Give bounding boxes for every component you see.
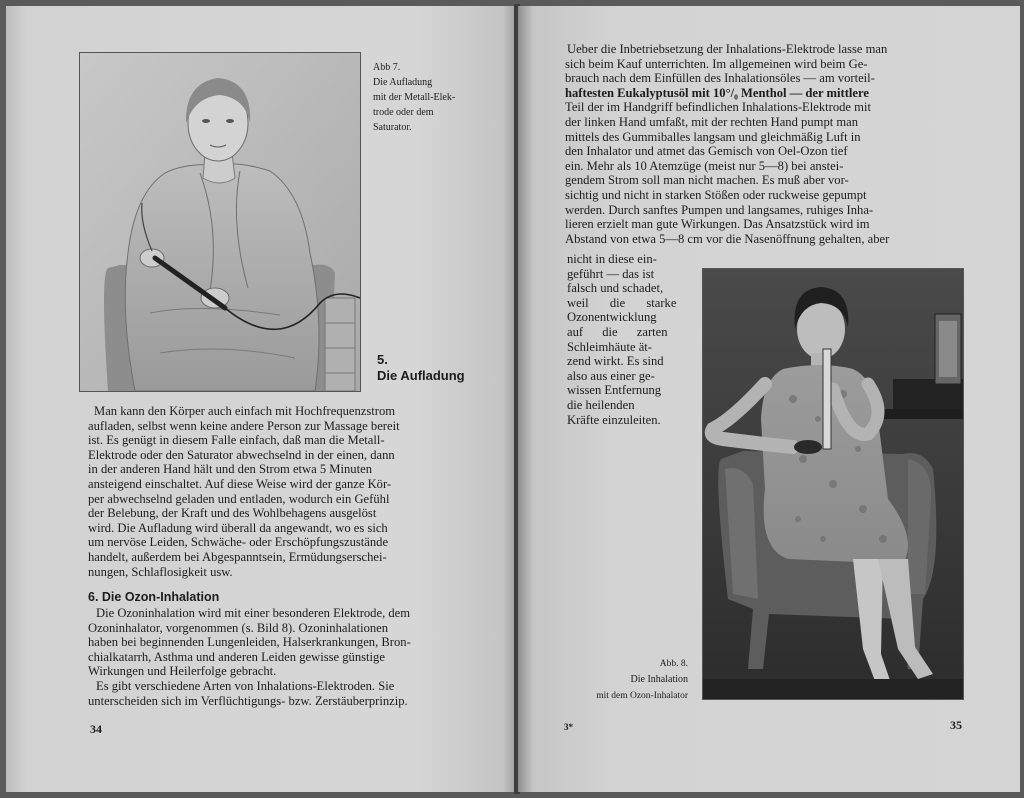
text-line: aufladen, selbst wenn keine andere Person zur Massage bereit [88,418,400,433]
text-line: ein. Mehr als 10 Atemzüge (meist nur 5—8) bei anstei- [565,158,844,173]
text-line: geführt — das ist [567,266,655,281]
text-line: haftesten Eukalyptusöl mit 10°/₀ Menthol — der mittlere [565,85,869,100]
text-line: zend wirkt. Es sind [567,354,664,369]
text-line: falsch und schadet, [567,281,664,296]
text-line: Es gibt verschiedene Arten von Inhalations-Elektroden. Sie [96,678,395,693]
caption-line: Abb 7. [373,62,401,73]
text-line: wissen Entfernung [567,383,662,398]
text-line: chialkatarrh, Asthma und anderen Leiden gewisse günstige [88,649,385,664]
text-line: ist. Es genügt in diesem Falle einfach, daß man die Metall- [88,433,385,448]
section-5-body [88,404,484,579]
text-line: wird. Die Aufladung wird überall da angewandt, wo es sich [88,520,388,535]
woman-seated-illustration [80,53,360,391]
caption-line: Die Inhalation [630,674,688,685]
figure-8-photo [702,268,964,700]
text-line: in der anderen Hand hält und den Strom etwa 5 Minuten [88,462,372,477]
text-line: unterscheiden sich im Verflüchtigungs- bzw. Zerstäuberprinzip. [88,693,408,708]
text-line: sichtig und nicht in starken Stößen oder ruckweise gepumpt [565,187,867,202]
caption-line: Saturator. [373,122,412,133]
caption-line: mit der Metall-Elek- [373,92,456,103]
right-page [518,6,1020,792]
figure-7-caption [373,60,455,135]
text-line: brauch nach dem Einfüllen des Inhalationsöles — am vorteil- [565,71,875,86]
text-line: weil die starke [567,295,677,310]
caption-line: trode oder dem [373,107,434,118]
text-line: per abwechselnd geladen und entladen, wodurch ein Gefühl [88,491,390,506]
caption-line: Die Aufladung [373,77,433,88]
signature-mark: 3* [564,722,573,732]
text-line: Abstand von etwa 5—8 cm vor die Nasenöffnung gehalten, aber [565,231,890,246]
text-line: Ozonentwicklung [567,310,657,325]
text-line: den Inhalator und atmet das Gemisch von Oel-Ozon tief [565,144,848,159]
text-line: Schleimhäute ät- [567,339,652,354]
text-line: haben bei beginnenden Lungenleiden, Halserkrankungen, Bron- [88,635,411,650]
woman-inhaling-photo [703,269,963,699]
text-line: gendem Strom soll man nicht machen. Es muß aber vor- [565,173,849,188]
text-line: der Belebung, der Kraft und des Wohlbehagens ausgelöst [88,506,377,521]
text-line: um nervöse Leiden, Schwäche- oder Erschöpfungszustände [88,535,389,550]
figure-8-caption [578,656,688,704]
text-line: also aus einer ge- [567,368,655,383]
right-top-body [565,42,965,246]
text-line: ansteigend einschaltet. Auf diese Weise wird der ganze Kör- [88,476,392,491]
text-line: handelt, außerdem bei Abgespanntsein, Ermüdungserschei- [88,549,387,564]
text-line: mittels des Gummiballes langsam und gleichmäßig Luft in [565,129,861,144]
text-line: Man kann den Körper auch einfach mit Hochfrequenzstrom [94,404,396,418]
text-line: Elektrode oder den Saturator abwechselnd in der einen, dann [88,447,395,462]
text-line: Teil der im Handgriff befindlichen Inhalations-Elektrode mit [565,100,871,115]
text-line: nicht in diese ein- [567,252,657,266]
text-line: sich beim Kauf unterrichten. Im allgemeinen wird beim Ge- [565,56,868,71]
text-line: Die Ozoninhalation wird mit einer besonderen Elektrode, dem [96,606,411,620]
text-line: werden. Durch sanftes Pumpen und langsames, ruhiges Inha- [565,202,874,217]
text-line: Kräfte einzuleiten. [567,412,661,427]
text-line: Ozoninhalator, vorgenommen (s. Bild 8). Ozoninhalationen [88,620,389,635]
right-side-body [567,252,693,427]
caption-line: Abb. 8. [659,659,688,669]
text-line: der linken Hand umfaßt, mit der rechten Hand pumpt man [565,114,859,129]
section-5-title: Die Aufladung [377,368,465,383]
section-5-number: 5. [377,352,388,367]
caption-line: mit dem Ozon-Inhalator [596,691,688,701]
text-line: Wirkungen und Heilerfolge gebracht. [88,664,277,679]
text-line: nungen, Schlaflosigkeit usw. [88,564,233,579]
page-number-left: 34 [90,722,102,736]
text-line: Ueber die Inbetriebsetzung der Inhalations-Elektrode lasse man [567,42,888,56]
text-line: die heilenden [567,397,635,412]
text-line: lieren erzielt man gute Wirkungen. Das Ansatzstück wird im [565,217,870,232]
left-page [6,6,518,792]
section-6-body [88,606,484,708]
section-6-title: 6. Die Ozon-Inhalation [88,590,220,604]
text-line: auf die zarten [567,324,668,339]
page-number-right: 35 [950,718,962,732]
figure-7-illustration [79,52,361,392]
